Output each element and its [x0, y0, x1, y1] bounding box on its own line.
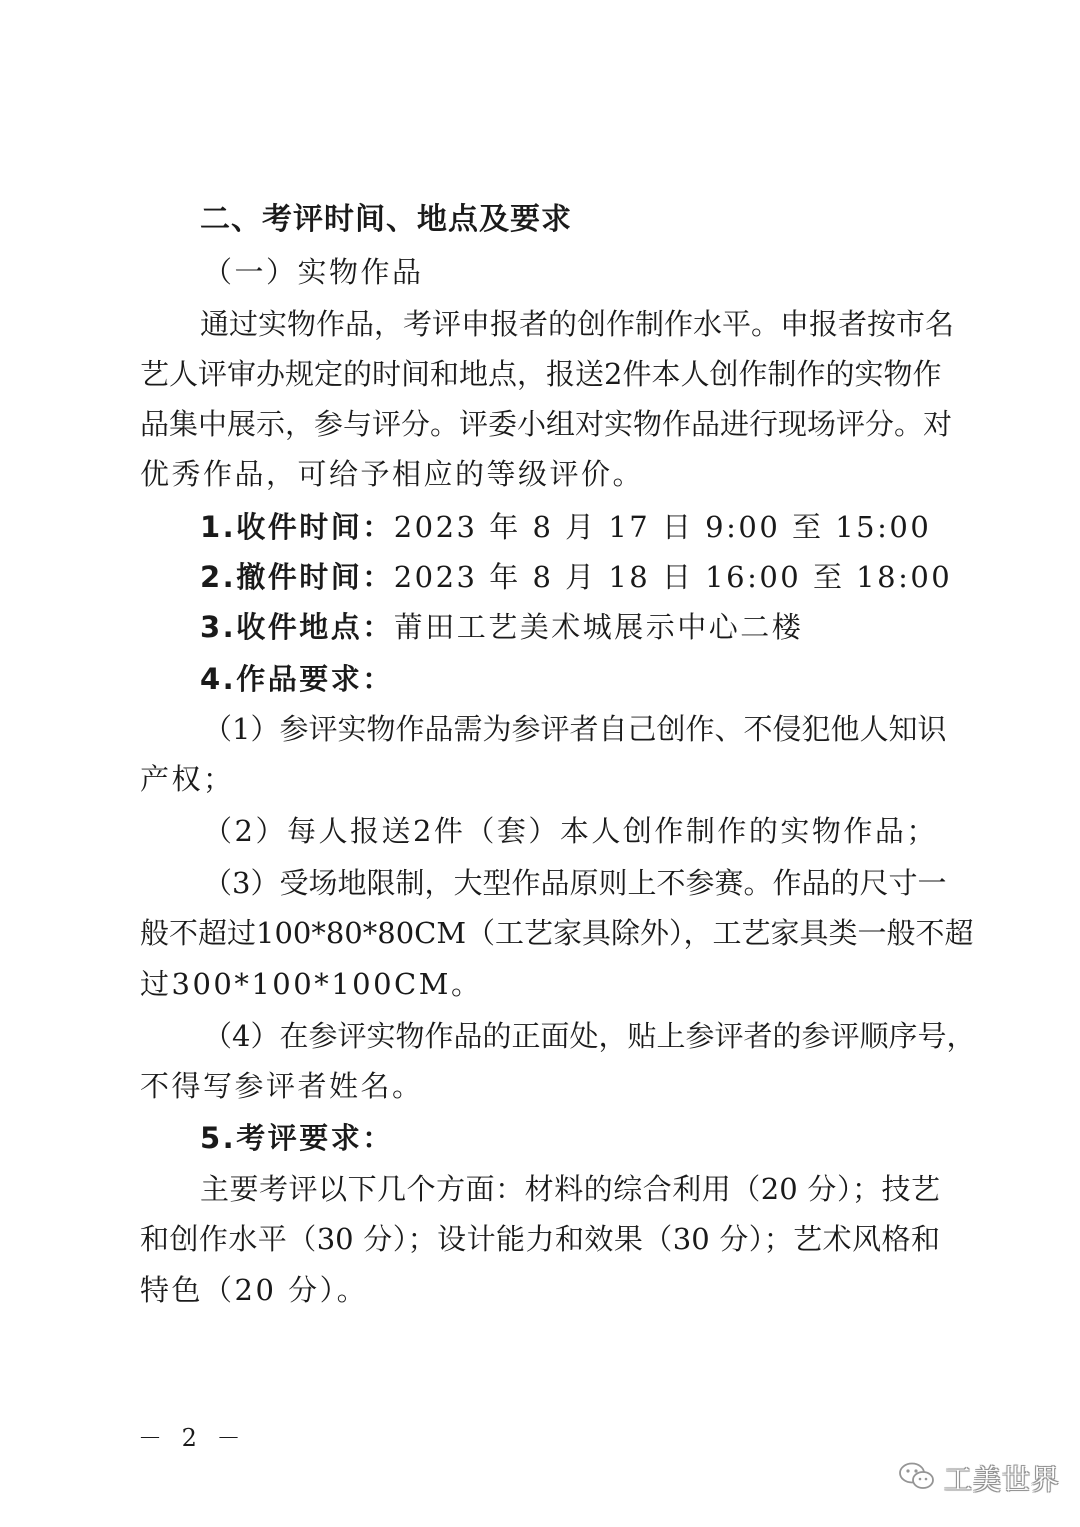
evaluation-line: 主要考评以下几个方面：材料的综合利用（20 分）；技艺	[200, 1172, 940, 1206]
requirement-line: （4）在参评实物作品的正面处，贴上参评者的参评顺序号，	[203, 1019, 976, 1053]
requirement-line: 不得写参评者姓名。	[140, 1069, 424, 1103]
item-withdrawal-time	[200, 557, 1000, 597]
requirement-line: （3）受场地限制，大型作品原则上不参赛。作品的尺寸一	[203, 866, 947, 900]
evaluation-line: 特色（20 分）。	[140, 1273, 369, 1307]
requirement-line: 产权；	[140, 762, 235, 796]
requirement-line: 般不超过100*80*80CM（工艺家具除外），工艺家具类一般不超	[140, 916, 974, 950]
item-collection-location	[200, 607, 1000, 647]
page-number: － 2 －	[138, 1424, 247, 1452]
item-work-requirements	[200, 659, 1000, 699]
intro-line: 品集中展示，参与评分。评委小组对实物作品进行现场评分。对	[140, 407, 953, 441]
item-value: 2023 年 8 月 18 日 16:00 至 18:00	[393, 560, 953, 594]
requirement-line: 过300*100*100CM。	[140, 967, 483, 1001]
item-value: 莆田工艺美术城展示中心二楼	[393, 610, 804, 644]
subsection-title: （一）实物作品	[203, 255, 424, 289]
evaluation-line: 和创作水平（30 分）；设计能力和效果（30 分）；艺术风格和	[140, 1222, 940, 1256]
item-label: 3.收件地点：	[200, 610, 394, 644]
item-label: 4.作品要求：	[200, 662, 394, 696]
item-value: 2023 年 8 月 17 日 9:00 至 15:00	[393, 510, 932, 544]
item-label: 1.收件时间：	[200, 510, 394, 544]
watermark-text: 工美世界	[944, 1463, 1061, 1496]
intro-line: 优秀作品，可给予相应的等级评价。	[140, 457, 645, 491]
requirement-line: （2）每人报送2件（套）本人创作制作的实物作品；	[203, 814, 938, 848]
intro-line: 通过实物作品，考评申报者的创作制作水平。申报者按市名	[200, 307, 955, 341]
watermark	[898, 1458, 1060, 1498]
item-label: 2.撤件时间：	[200, 560, 394, 594]
evaluation-heading: 5.考评要求：	[200, 1121, 394, 1155]
requirement-line: （1）参评实物作品需为参评者自己创作、不侵犯他人知识	[203, 712, 947, 746]
item-collection-time	[200, 507, 1000, 547]
intro-line: 艺人评审办规定的时间和地点，报送2件本人创作制作的实物作	[140, 357, 942, 391]
wechat-icon	[898, 1461, 936, 1495]
section-heading: 二、考评时间、地点及要求	[200, 202, 572, 237]
